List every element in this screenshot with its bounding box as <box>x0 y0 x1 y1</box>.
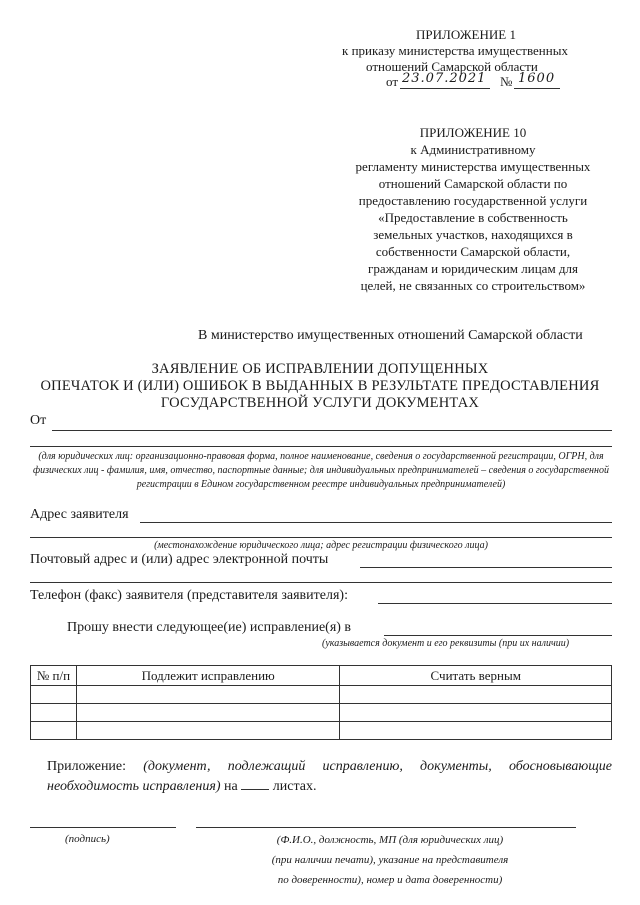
num-underline <box>514 88 560 89</box>
document-title <box>0 361 640 412</box>
appendix1-num-sign: № <box>500 74 513 89</box>
from-field[interactable] <box>52 430 612 431</box>
signature-label: (подпись) <box>65 833 110 845</box>
appendix10-line: «Предоставление в собственность <box>378 210 568 225</box>
table-row <box>31 686 612 704</box>
appendix1-from: от <box>386 74 399 89</box>
address-label: Адрес заявителя <box>30 507 129 522</box>
appendix10-line: предоставлению государственной услуги <box>358 193 588 208</box>
phone-label: Телефон (факс) заявителя (представителя заявителя): <box>30 588 348 603</box>
table-cell[interactable] <box>340 722 612 740</box>
fio-line: (Ф.И.О., должность, МП (для юридических лиц) <box>276 834 504 846</box>
appendix10-line: отношений Самарской области по <box>378 176 568 191</box>
table-cell[interactable] <box>76 722 340 740</box>
appendix1-line1: к приказу министерства имущественных <box>342 43 568 58</box>
appendix1-line2: отношений Самарской области <box>366 59 538 74</box>
table-row <box>31 722 612 740</box>
appendix10-line: собственности Самарской области, <box>375 244 571 259</box>
attachment-sheets: листах. <box>272 779 317 794</box>
date-underline <box>400 88 490 89</box>
attachment-text: (документ, подлежащий исправлению, документы, обосновывающие необходимость исправления) <box>47 759 612 794</box>
address-field-2[interactable] <box>30 537 612 538</box>
table-cell[interactable] <box>340 686 612 704</box>
table-cell[interactable] <box>31 704 77 722</box>
table-cell[interactable] <box>76 686 340 704</box>
table-cell[interactable] <box>76 704 340 722</box>
attachment-paragraph <box>47 757 612 797</box>
from-note: (для юридических лиц: организационно-правовая форма, полное наименование, сведения о государственной регистрации, ОГРН, для физических лиц - фамилия, имя, отчество, паспортные данные; для индивидуальных предпринимателей – сведения о государственной регистрации в Едином государственном реестре индивидуальных предпринимателей) <box>33 451 609 490</box>
postal-label: Почтовый адрес и (или) адрес электронной почты <box>30 552 329 567</box>
fio-field[interactable] <box>196 827 576 828</box>
appendix1-date-row <box>386 71 586 92</box>
appendix10-title: ПРИЛОЖЕНИЕ 10 <box>419 125 527 140</box>
postal-field-2[interactable] <box>30 582 612 583</box>
appendix10-line: регламенту министерства имущественных <box>355 159 591 174</box>
table-cell[interactable] <box>31 686 77 704</box>
phone-field[interactable] <box>378 603 612 604</box>
postal-field[interactable] <box>360 567 612 568</box>
request-note: (указывается документ и его реквизиты (при их наличии) <box>322 638 570 649</box>
title-line: ЗАЯВЛЕНИЕ ОБ ИСПРАВЛЕНИИ ДОПУЩЕННЫХ <box>151 361 489 377</box>
request-field[interactable] <box>384 635 612 636</box>
header-to-correct: Подлежит исправлению <box>76 666 340 686</box>
signature-field[interactable] <box>30 827 176 828</box>
from-field-2[interactable] <box>30 446 612 447</box>
table-cell[interactable] <box>31 722 77 740</box>
appendix10-line: к Административному <box>410 142 536 157</box>
address-note: (местонахождение юридического лица; адрес регистрации физического лица) <box>154 540 488 551</box>
title-line: ГОСУДАРСТВЕННОЙ УСЛУГИ ДОКУМЕНТАХ <box>160 395 480 411</box>
appendix10-line: целей, не связанных со строительством» <box>360 278 586 293</box>
fio-line: (при наличии печати), указание на представителя <box>271 854 509 866</box>
addressee: В министерство имущественных отношений Самарской области <box>198 328 583 343</box>
corrections-table <box>30 665 612 740</box>
fio-note <box>220 830 560 890</box>
header-number: № п/п <box>31 666 77 686</box>
title-line: ОПЕЧАТОК И (ИЛИ) ОШИБОК В ВЫДАННЫХ В РЕЗУЛЬТАТЕ ПРЕДОСТАВЛЕНИЯ <box>40 378 600 394</box>
sheets-count-field[interactable] <box>241 789 269 790</box>
appendix10-block <box>318 124 628 294</box>
header-correct-value: Считать верным <box>340 666 612 686</box>
appendix10-line: земельных участков, находящихся в <box>373 227 573 242</box>
address-field[interactable] <box>140 522 612 523</box>
table-cell[interactable] <box>340 704 612 722</box>
table-header-row <box>31 666 612 686</box>
attachment-label: Приложение: <box>47 759 127 774</box>
handwritten-date: 23.07.2021 <box>402 71 487 86</box>
table-row <box>31 704 612 722</box>
request-label: Прошу внести следующее(ие) исправление(я) в <box>67 620 352 635</box>
from-label: От <box>30 413 47 428</box>
fio-line: по доверенности), номер и дата доверенности) <box>277 874 503 886</box>
appendix10-line: гражданам и юридическим лицам для <box>368 261 578 276</box>
attachment-on: на <box>224 779 238 794</box>
handwritten-number: 1600 <box>518 71 556 86</box>
appendix1-title: ПРИЛОЖЕНИЕ 1 <box>416 27 516 42</box>
